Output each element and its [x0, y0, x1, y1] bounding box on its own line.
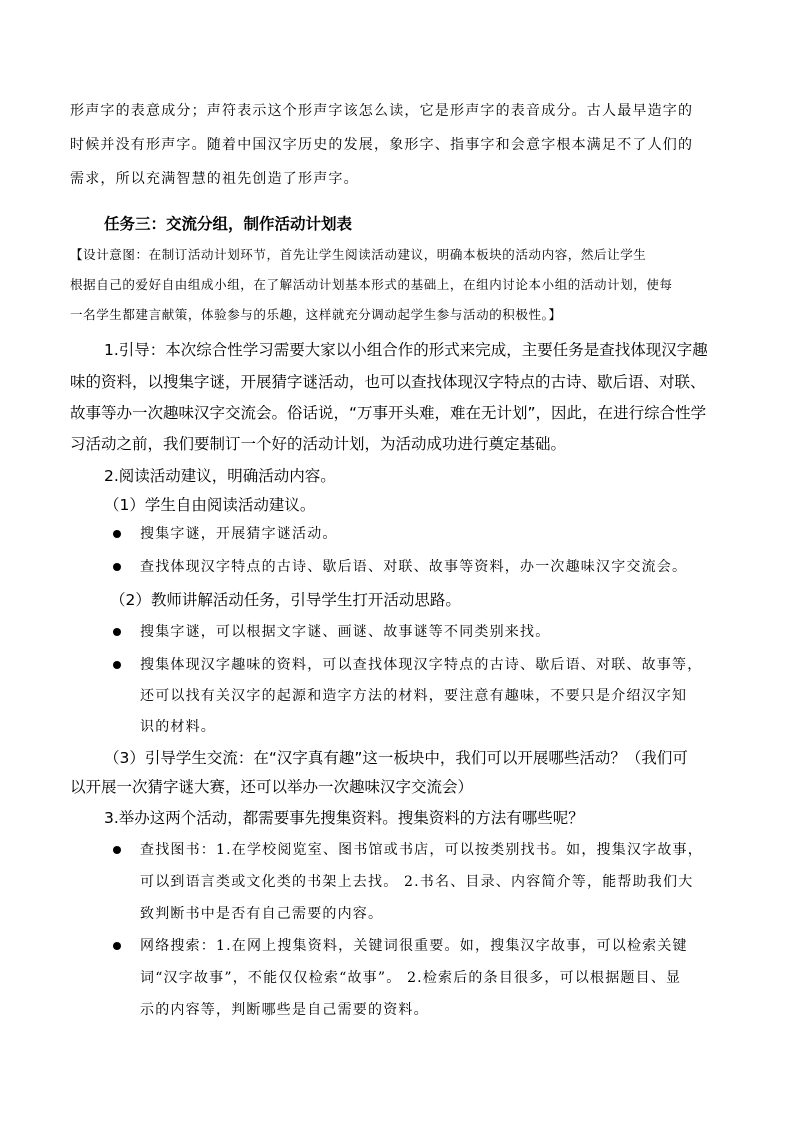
step2-sub1: （1）学生自由阅读活动建议。: [104, 496, 316, 514]
intro-line-2: 时候并没有形声字。随着中国汉字历史的发展，象形字、指事字和会意字根本满足不了人们的: [70, 137, 694, 153]
bullet-icon: [113, 942, 121, 950]
bullet-icon: [113, 530, 121, 538]
step3-item-2-line-2: 词“汉字故事”，不能仅仅检索“故事”。 2.检索后的条目很多，可以根据题目、显: [140, 970, 682, 986]
bullet-icon: [113, 628, 121, 636]
step3-title: 3.举办这两个活动，都需要事先搜集资料。搜集资料的方法有哪些呢？: [104, 809, 584, 827]
step1-line-1: 1.引导：本次综合性学习需要大家以小组合作的形式来完成，主要任务是查找体现汉字趣: [104, 341, 708, 359]
step2-sub2: （2）教师讲解活动任务，引导学生打开活动思路。: [110, 591, 461, 609]
intro-line-1: 形声字的表意成分；声符表示这个形声字该怎么读，它是形声字的表音成分。古人最早造字的: [70, 103, 694, 119]
step2-sub2-item-2-line-2: 还可以找有关汉字的起源和造字方法的材料，要注意有趣味，不要只是介绍汉字知: [140, 688, 688, 704]
design-intent-line-3: 一名学生都建言献策，体验参与的乐趣，这样就充分调动起学生参与活动的积极性。】: [70, 307, 562, 322]
step3-item-2-line-1: 网络搜索：1.在网上搜集资料，关键词很重要。如，搜集汉字故事，可以检索关键: [140, 938, 688, 954]
step2-sub1-item-2: 查找体现汉字特点的古诗、歇后语、对联、故事等资料，办一次趣味汉字交流会。: [140, 559, 688, 575]
bullet-icon: [113, 661, 121, 669]
step2-sub2-item-1: 搜集字谜，可以根据文字谜、画谜、故事谜等不同类别来找。: [140, 624, 551, 640]
task3-heading: 任务三：交流分组，制作活动计划表: [104, 215, 353, 233]
step2-sub2-item-2-line-1: 搜集体现汉字趣味的资料，可以查找体现汉字特点的古诗、歇后语、对联、故事等，: [140, 657, 703, 673]
design-intent-line-2: 根据自己的爱好自由组成小组，在了解活动计划基本形式的基础上，在组内讨论本小组的活动计划，使每: [70, 277, 673, 292]
step2-sub3-line-1: （3）引导学生交流：在“汉字真有趣”这一板块中，我们可以开展哪些活动？（我们可: [104, 749, 688, 767]
design-intent-line-1: 【设计意图：在制订活动计划环节，首先让学生阅读活动建议，明确本板块的活动内容，然后让学生: [70, 247, 647, 262]
intro-line-3: 需求，所以充满智慧的祖先创造了形声字。: [70, 171, 359, 187]
step3-item-1-line-2: 可以到语言类或文化类的书架上去找。 2.书名、目录、内容简介等，能帮助我们大: [140, 874, 694, 890]
step2-sub3-line-2: 以开展一次猜字谜大赛，还可以举办一次趣味汉字交流会）: [70, 778, 474, 796]
bullet-icon: [113, 846, 121, 854]
step2-sub2-item-2-line-3: 识的材料。: [140, 719, 216, 735]
step3-item-1-line-1: 查找图书：1.在学校阅览室、图书馆或书店，可以按类别找书。如，搜集汉字故事，: [140, 842, 703, 858]
bullet-icon: [113, 563, 121, 571]
step3-item-1-line-3: 致判断书中是否有自己需要的内容。: [140, 906, 384, 922]
step2-sub1-item-1: 搜集字谜，开展猜字谜活动。: [140, 526, 338, 542]
step3-item-2-line-3: 示的内容等，判断哪些是自己需要的资料。: [140, 1002, 429, 1018]
step1-line-3: 故事等办一次趣味汉字交流会。俗话说，“万事开头难，难在无计划”，因此，在进行综合性学: [70, 404, 707, 422]
step1-line-4: 习活动之前，我们要制订一个好的活动计划，为活动成功进行奠定基础。: [70, 435, 567, 453]
step1-line-2: 味的资料，以搜集字谜，开展猜字谜活动，也可以查找体现汉字特点的古诗、歇后语、对联、: [70, 373, 706, 391]
step2-title: 2.阅读活动建议，明确活动内容。: [104, 467, 336, 485]
